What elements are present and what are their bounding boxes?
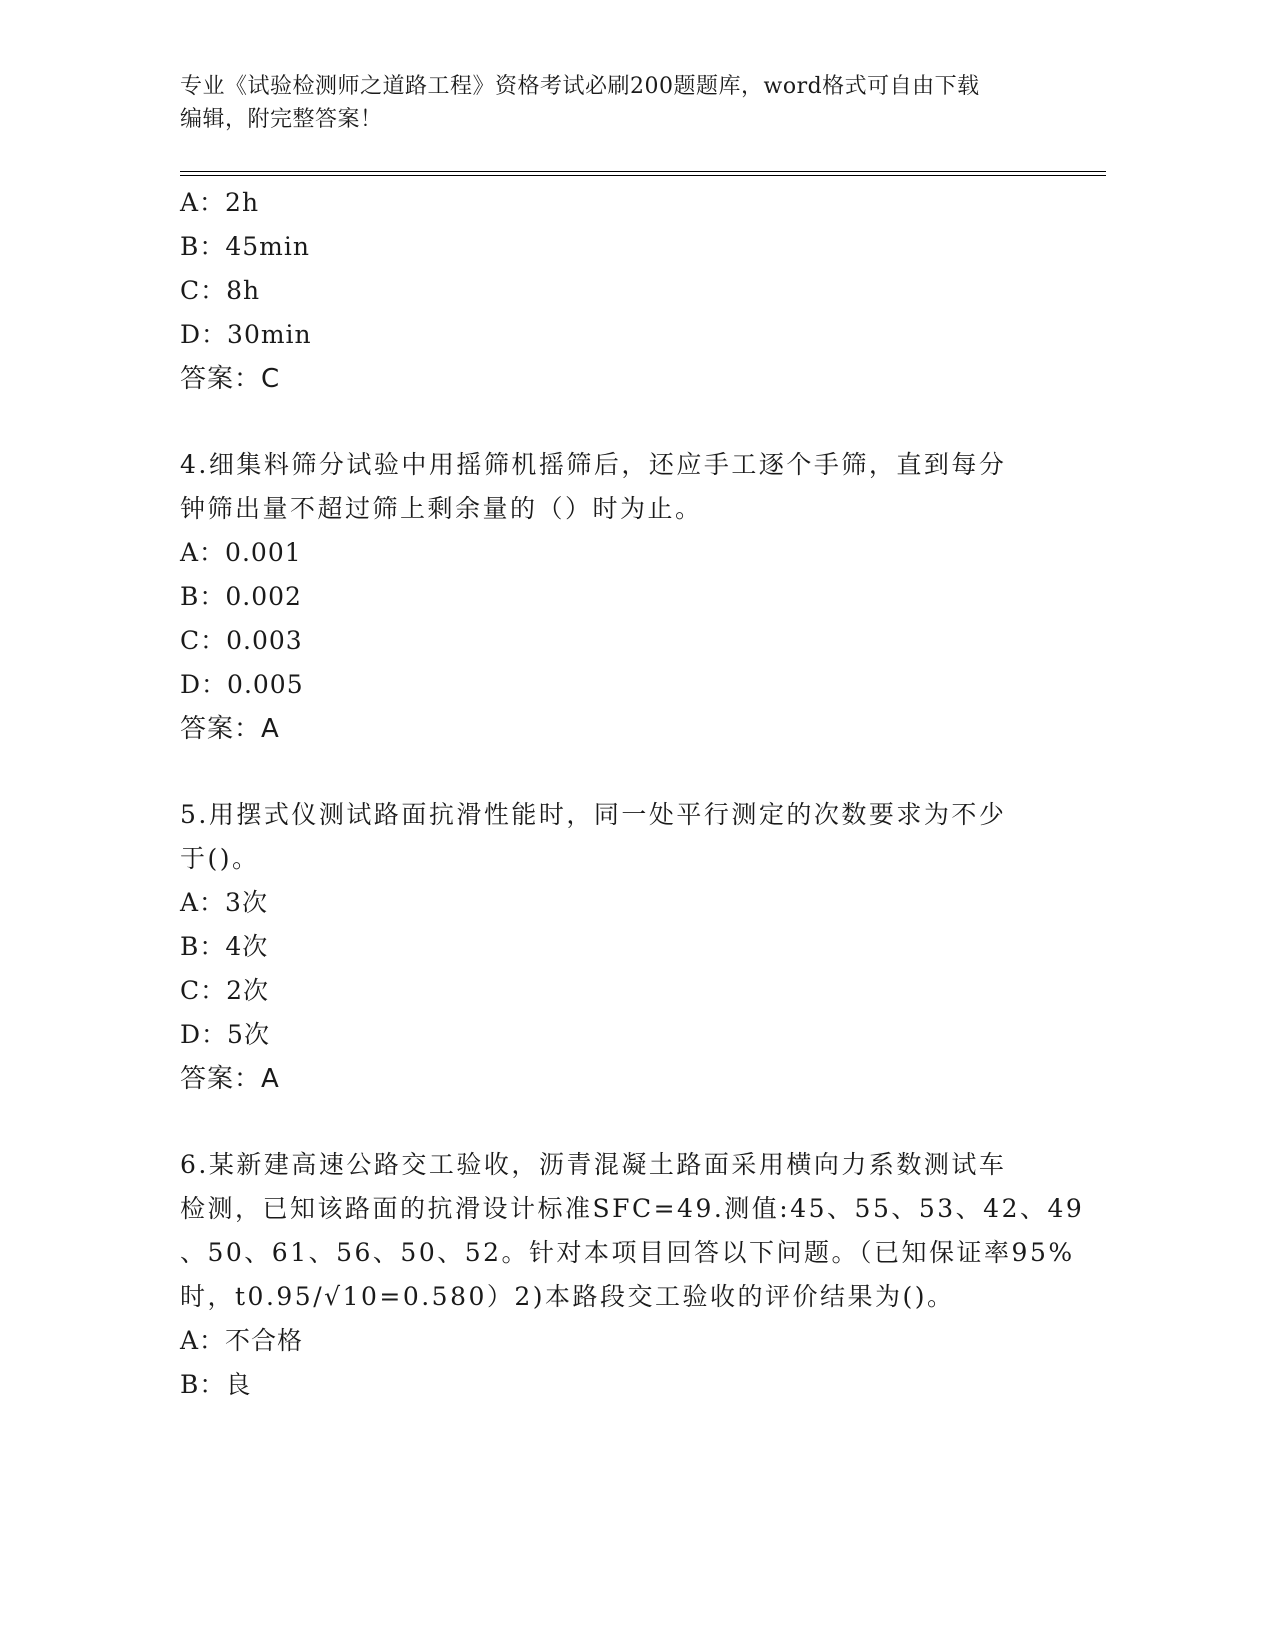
header-rule-top xyxy=(180,171,1106,172)
question-gap xyxy=(180,401,1080,443)
question-text-line: 钟筛出量不超过筛上剩余量的（）时为止。 xyxy=(180,494,703,523)
option-b: B：4次 xyxy=(180,932,269,961)
option-a: A：不合格 xyxy=(180,1326,304,1355)
answer-label: 答案：A xyxy=(180,714,280,744)
option-b: B：45min xyxy=(180,232,310,261)
answer-label: 答案：C xyxy=(180,364,281,394)
question-text-line: 于()。 xyxy=(180,844,260,873)
answer-label: 答案：A xyxy=(180,1064,280,1094)
question-gap xyxy=(180,751,1080,793)
option-a: A：2h xyxy=(180,188,260,217)
option-c: C：0.003 xyxy=(180,626,303,655)
option-a: A：0.001 xyxy=(180,538,302,567)
question-text-line: 4.细集料筛分试验中用摇筛机摇筛后，还应手工逐个手筛，直到每分 xyxy=(180,450,1007,479)
question-text-line: 、50、61、56、50、52。针对本项目回答以下问题。（已知保证率95% xyxy=(180,1238,1075,1267)
option-d: D：0.005 xyxy=(180,670,304,699)
question-5 xyxy=(180,793,1080,1101)
question-text-line: 时，t0.95/√10=0.580）2)本路段交工验收的评价结果为()。 xyxy=(180,1282,955,1311)
option-a: A：3次 xyxy=(180,888,268,917)
question-text-line: 检测，已知该路面的抗滑设计标准SFC=49.测值:45、55、53、42、49 xyxy=(180,1194,1085,1223)
option-d: D：30min xyxy=(180,320,312,349)
question-6 xyxy=(180,1143,1085,1407)
option-c: C：2次 xyxy=(180,976,270,1005)
question-3-tail xyxy=(180,181,1080,401)
question-text-line: 6.某新建高速公路交工验收，沥青混凝土路面采用横向力系数测试车 xyxy=(180,1150,1007,1179)
header-rule-bottom xyxy=(180,175,1106,176)
option-b: B：0.002 xyxy=(180,582,302,611)
question-4 xyxy=(180,443,1080,751)
question-list xyxy=(180,181,1085,1407)
document-header xyxy=(180,70,1080,136)
question-gap xyxy=(180,1101,1080,1143)
option-c: C：8h xyxy=(180,276,261,305)
question-text-line: 5.用摆式仪测试路面抗滑性能时，同一处平行测定的次数要求为不少 xyxy=(180,800,1007,829)
option-b: B：良 xyxy=(180,1370,252,1399)
header-line-1: 专业《试验检测师之道路工程》资格考试必刷200题题库，word格式可自由下载 xyxy=(180,74,980,99)
header-line-2: 编辑，附完整答案！ xyxy=(180,107,383,132)
option-d: D：5次 xyxy=(180,1020,270,1049)
